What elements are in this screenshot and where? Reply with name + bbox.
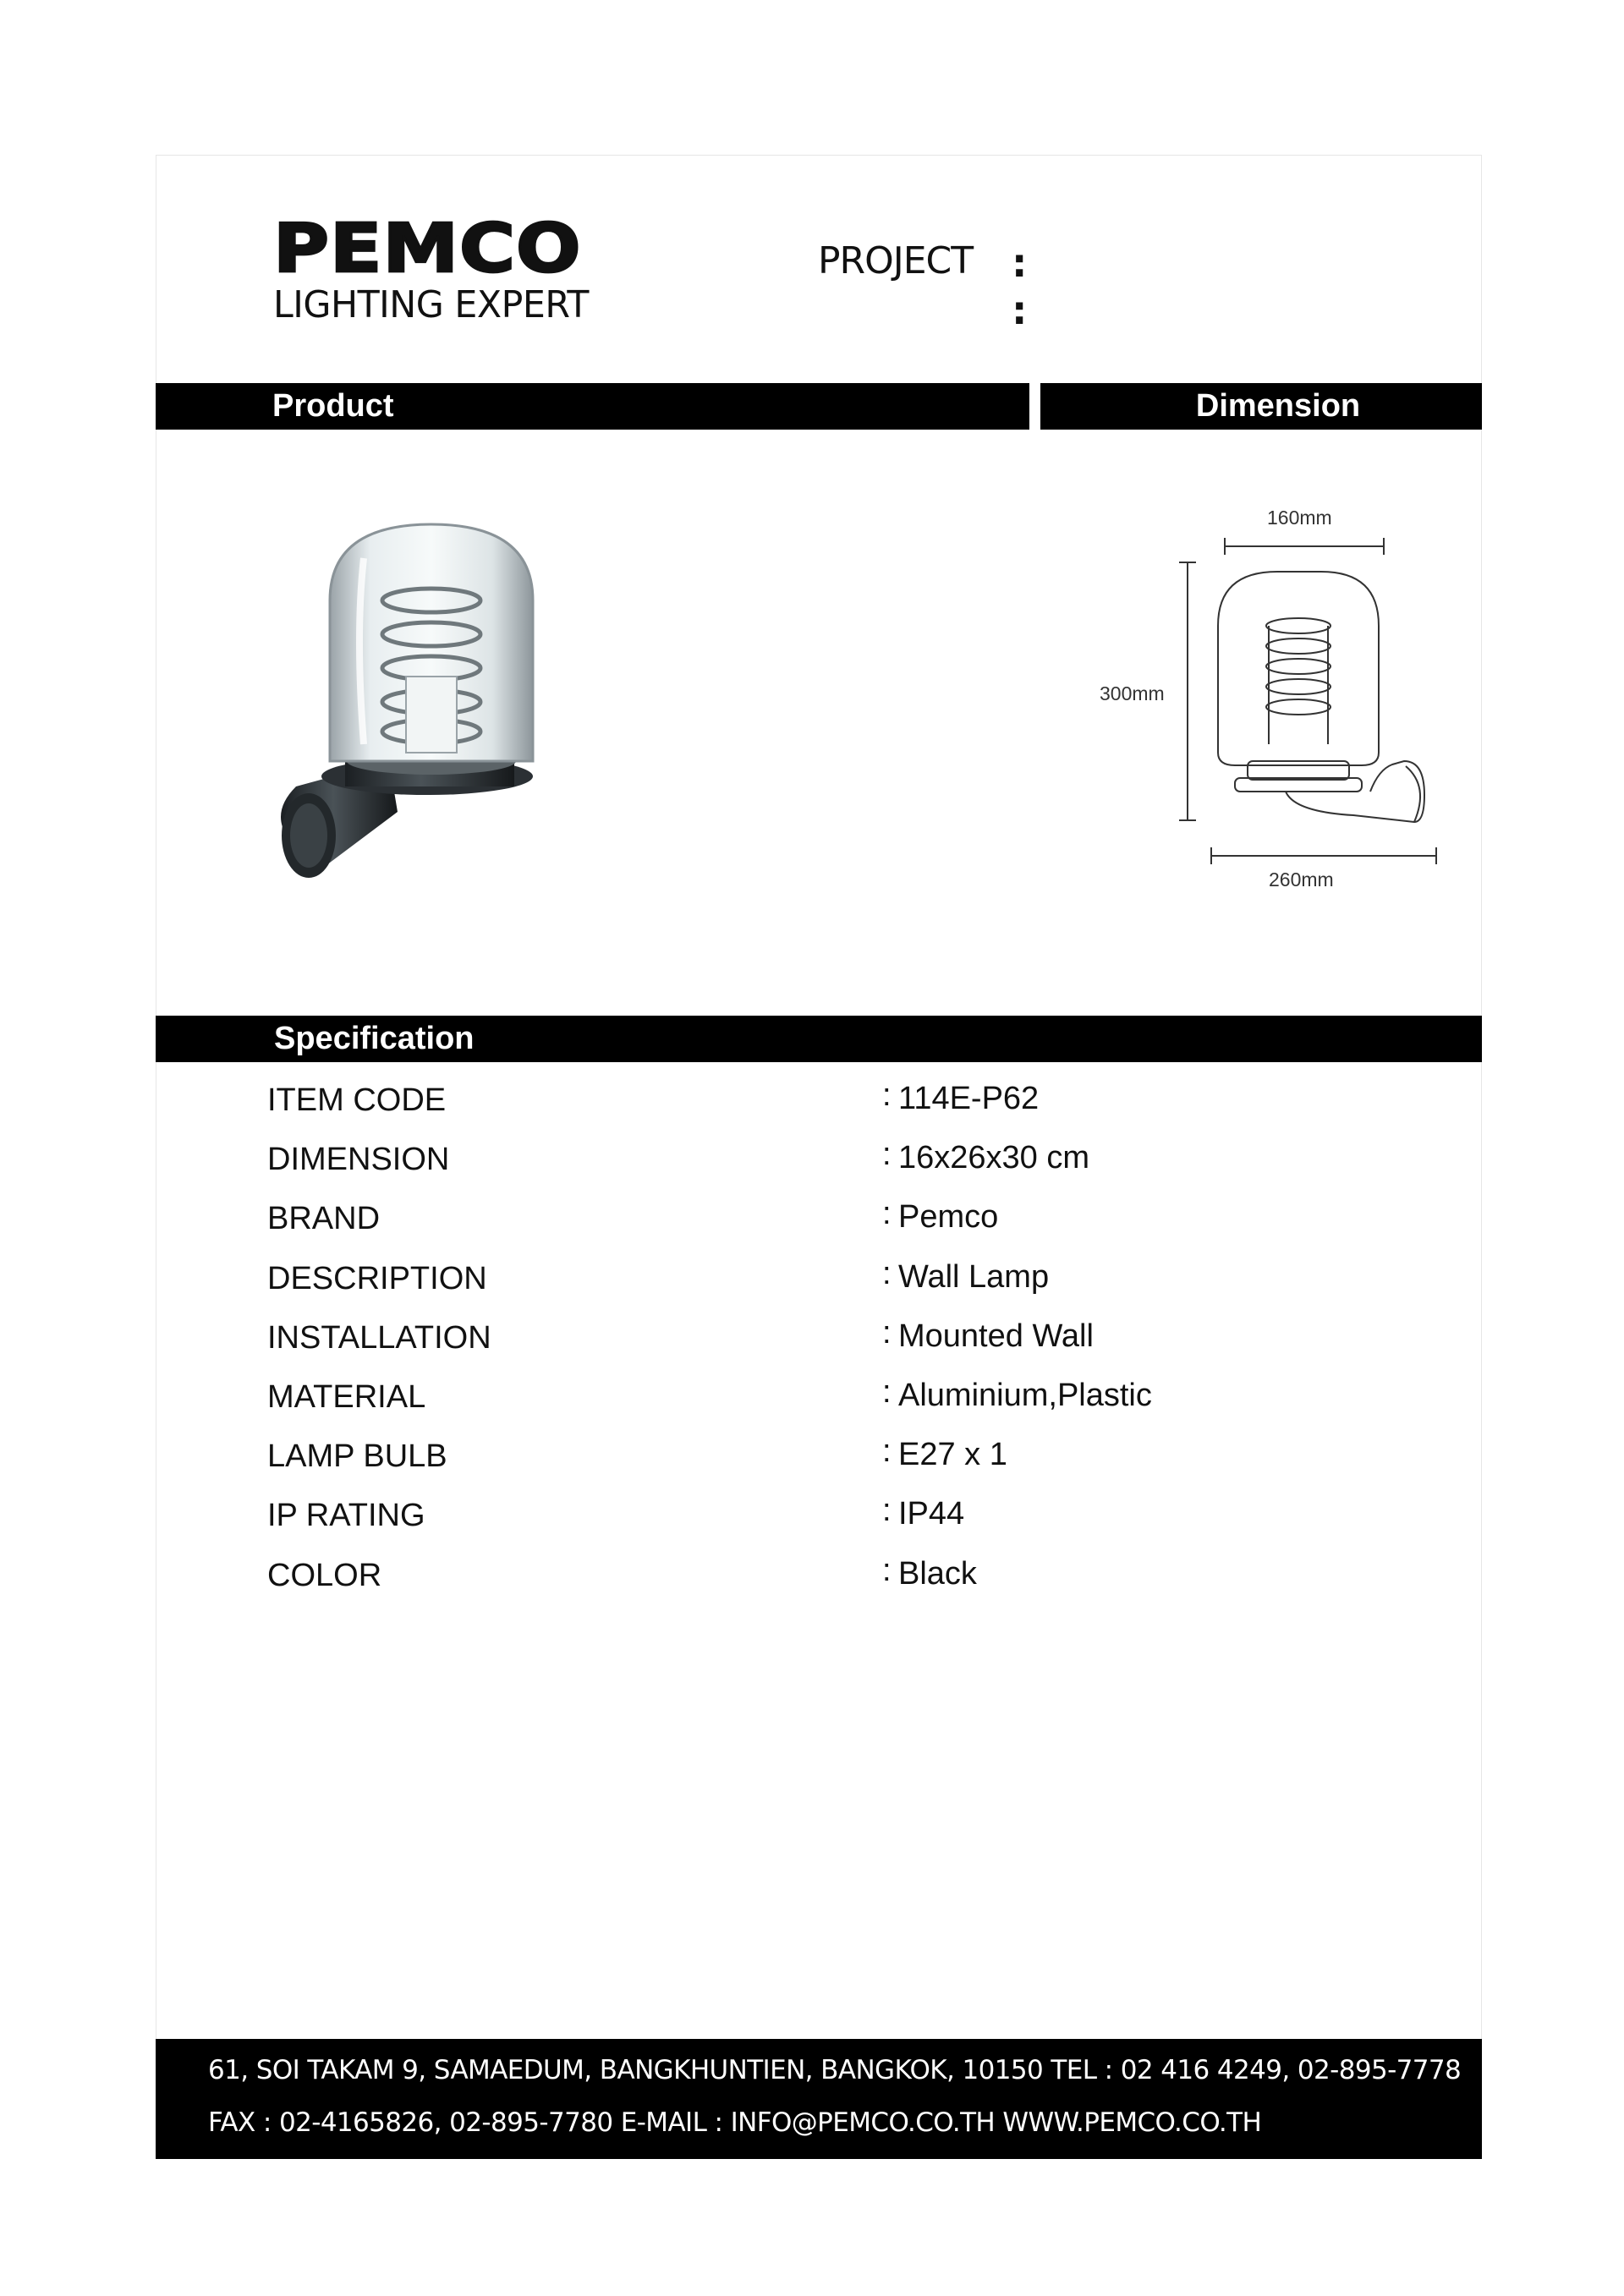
spec-row [267,1074,1451,1133]
footer-contact: FAX : 02-4165826, 02-895-7780 E-MAIL : INFO@PEMCO.CO.TH WWW.PEMCO.CO.TH [208,2107,1262,2138]
spec-colon: : [882,1196,892,1232]
product-heading: Product [272,388,394,424]
pemco-logo [273,209,599,326]
spec-row [267,1371,1451,1430]
spec-label: INSTALLATION [267,1319,491,1356]
spec-label: BRAND [267,1201,381,1237]
spec-label: IP RATING [267,1498,425,1534]
spec-colon: : [882,1255,892,1291]
spec-value: E27 x 1 [898,1437,1007,1473]
spec-row [267,1430,1451,1489]
spec-label: ITEM CODE [267,1082,447,1118]
spec-row [267,1312,1451,1371]
spec-colon: : [882,1314,892,1351]
spec-colon: : [882,1493,892,1529]
height-label: 300mm [1100,682,1165,704]
spec-label: DIMENSION [267,1142,450,1178]
spec-table [267,1074,1451,1608]
project-label: PROJECT [818,239,974,282]
spec-label: COLOR [267,1557,382,1593]
spec-value: 16x26x30 cm [898,1140,1090,1176]
spec-value: 114E-P62 [898,1081,1040,1116]
spec-label: MATERIAL [267,1378,426,1415]
spec-row [267,1549,1451,1608]
product-photo [262,507,550,905]
spec-row [267,1192,1451,1252]
logo-wordmark: PEMCO [273,209,582,288]
spec-colon: : [882,1433,892,1470]
width-label: 160mm [1267,507,1332,529]
spec-row [267,1252,1451,1312]
dimension-section-header [1040,383,1482,430]
spec-value: Wall Lamp [898,1258,1050,1295]
project-colon: : [1012,240,1028,286]
spec-colon: : [882,1137,892,1173]
specification-heading: Specification [274,1021,475,1056]
spec-label: DESCRIPTION [267,1260,487,1296]
spec-colon: : [882,1077,892,1113]
footer-address: 61, SOI TAKAM 9, SAMAEDUM, BANGKHUNTIEN, BANGKOK, 10150 TEL : 02 416 4249, 02-895-7778 [208,2055,1462,2085]
spec-value: Aluminium,Plastic [898,1377,1152,1413]
product-section-header [156,383,1029,430]
spec-colon: : [882,1373,892,1410]
dimension-drawing [1100,490,1455,896]
spec-colon: : [882,1552,892,1588]
spec-value: IP44 [898,1496,965,1532]
spec-value: Pemco [898,1199,999,1236]
spec-value: Black [898,1555,977,1592]
spec-label: LAMP BULB [267,1438,447,1475]
spec-value: Mounted Wall [898,1318,1094,1354]
project-colon-2: : [1012,288,1028,333]
logo-tagline: LIGHTING EXPERT [273,283,590,326]
spec-row [267,1489,1451,1548]
depth-label: 260mm [1269,869,1334,890]
specification-section-header [156,1016,1482,1062]
spec-row [267,1133,1451,1192]
company-contact-footer [156,2039,1482,2159]
dimension-heading: Dimension [1195,388,1361,424]
